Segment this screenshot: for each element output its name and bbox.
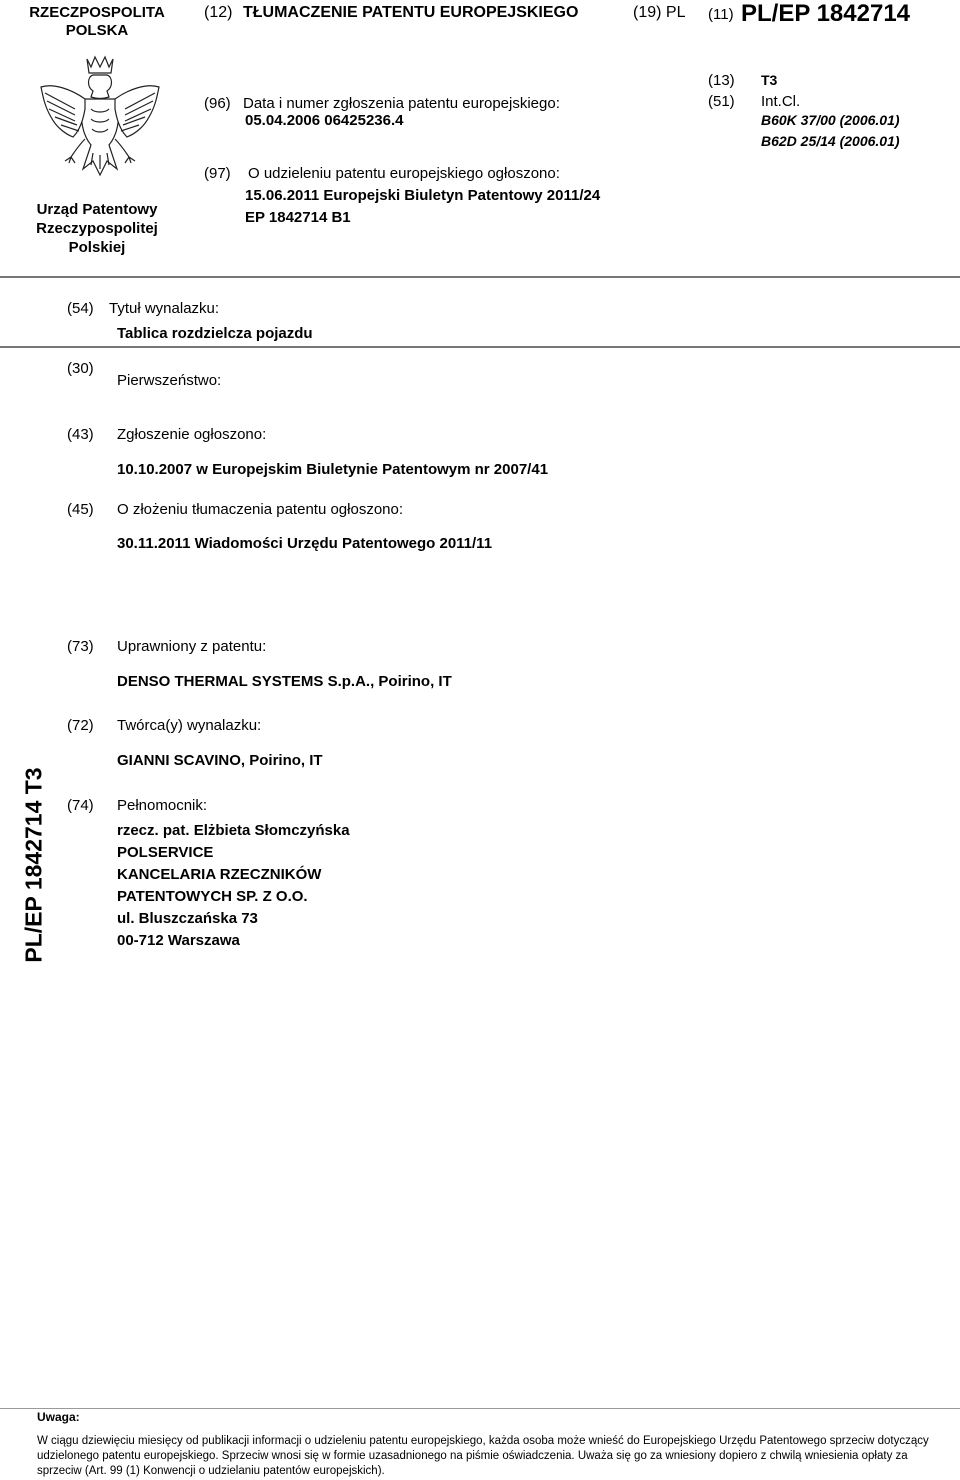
intcl-label: Int.Cl. <box>761 93 801 110</box>
attorney-line: ul. Bluszczańska 73 <box>117 910 258 927</box>
attorney-line: POLSERVICE <box>117 844 214 861</box>
grant-value: 15.06.2011 Europejski Biuletyn Patentowy 2011/24 <box>245 187 601 204</box>
office-name: Urząd Patentowy Rzeczypospolitej Polskiej <box>36 201 158 256</box>
side-patent-label: PL/EP 1842714 T3 <box>20 767 47 963</box>
inventor-label: Twórca(y) wynalazku: <box>117 717 262 734</box>
code-97: (97) <box>204 165 231 182</box>
code-19: (19) PL <box>633 4 686 21</box>
classification-item: B62D 25/14 (2006.01) <box>761 133 900 149</box>
invention-title: Tablica rozdzielcza pojazdu <box>117 325 313 342</box>
proprietor-value: DENSO THERMAL SYSTEMS S.p.A., Poirino, IT <box>117 673 452 690</box>
attorney-line: PATENTOWYCH SP. Z O.O. <box>117 888 308 905</box>
code-96: (96) <box>204 95 231 112</box>
grant-ep: EP 1842714 B1 <box>245 209 351 226</box>
code-43: (43) <box>67 426 94 443</box>
attorney-line: rzecz. pat. Elżbieta Słomczyńska <box>117 822 350 839</box>
attorney-address <box>117 820 350 952</box>
code-13: (13) <box>708 72 735 89</box>
code-11: (11) <box>708 6 734 23</box>
attorney-label: Pełnomocnik: <box>117 797 208 814</box>
code-45: (45) <box>67 501 94 518</box>
document-type: TŁUMACZENIE PATENTU EUROPEJSKIEGO <box>243 4 579 21</box>
application-pub-label: Zgłoszenie ogłoszono: <box>117 426 267 443</box>
proprietor-label: Uprawniony z patentu: <box>117 638 267 655</box>
grant-label: O udzieleniu patentu europejskiego ogłoszono: <box>248 165 560 182</box>
divider-title <box>0 346 960 348</box>
eagle-emblem-icon <box>35 53 165 185</box>
code-12: (12) <box>204 4 233 21</box>
title-label: Tytuł wynalazku: <box>109 300 220 317</box>
code-51: (51) <box>708 93 735 110</box>
notice-text: W ciągu dziewięciu miesięcy od publikacji informacji o udzieleniu patentu europejskiego, każda osoba może wnieść do Europejskiego Urzędu Patentowego sprzeciw dotyczący udzielonego patentu europejskiego. Sprzeciw wnosi się w formie uzasadnionego na piśmie oświadczenia. Uważa się go za wniesiony dopiero z chwilą wniesienia opłaty za sprzeciw (Art. 99 (1) Konwencji o udzielaniu patentów europejskich). <box>37 1435 929 1477</box>
inventor-value: GIANNI SCAVINO, Poirino, IT <box>117 752 323 769</box>
attorney-line: KANCELARIA RZECZNIKÓW <box>117 866 322 883</box>
classification-item: B60K 37/00 (2006.01) <box>761 112 900 128</box>
filing-label: Data i numer zgłoszenia patentu europejskiego: <box>243 95 560 112</box>
translation-pub-label: O złożeniu tłumaczenia patentu ogłoszono: <box>117 501 404 518</box>
application-pub-value: 10.10.2007 w Europejskim Biuletynie Patentowym nr 2007/41 <box>117 461 549 478</box>
country-name: RZECZPOSPOLITA POLSKA <box>29 4 165 39</box>
patent-number: PL/EP 1842714 <box>741 0 911 27</box>
priority-label: Pierwszeństwo: <box>117 372 222 389</box>
code-73: (73) <box>67 638 94 655</box>
code-54: (54) <box>67 300 94 317</box>
code-72: (72) <box>67 717 94 734</box>
divider-top <box>0 276 960 278</box>
kind-code: T3 <box>761 72 778 88</box>
code-74: (74) <box>67 797 94 814</box>
code-30: (30) <box>67 360 94 377</box>
translation-pub-value: 30.11.2011 Wiadomości Urzędu Patentowego 2011/11 <box>117 535 493 552</box>
filing-value: 05.04.2006 06425236.4 <box>245 112 404 129</box>
attorney-line: 00-712 Warszawa <box>117 932 240 949</box>
notice-title: Uwaga: <box>37 1410 80 1424</box>
